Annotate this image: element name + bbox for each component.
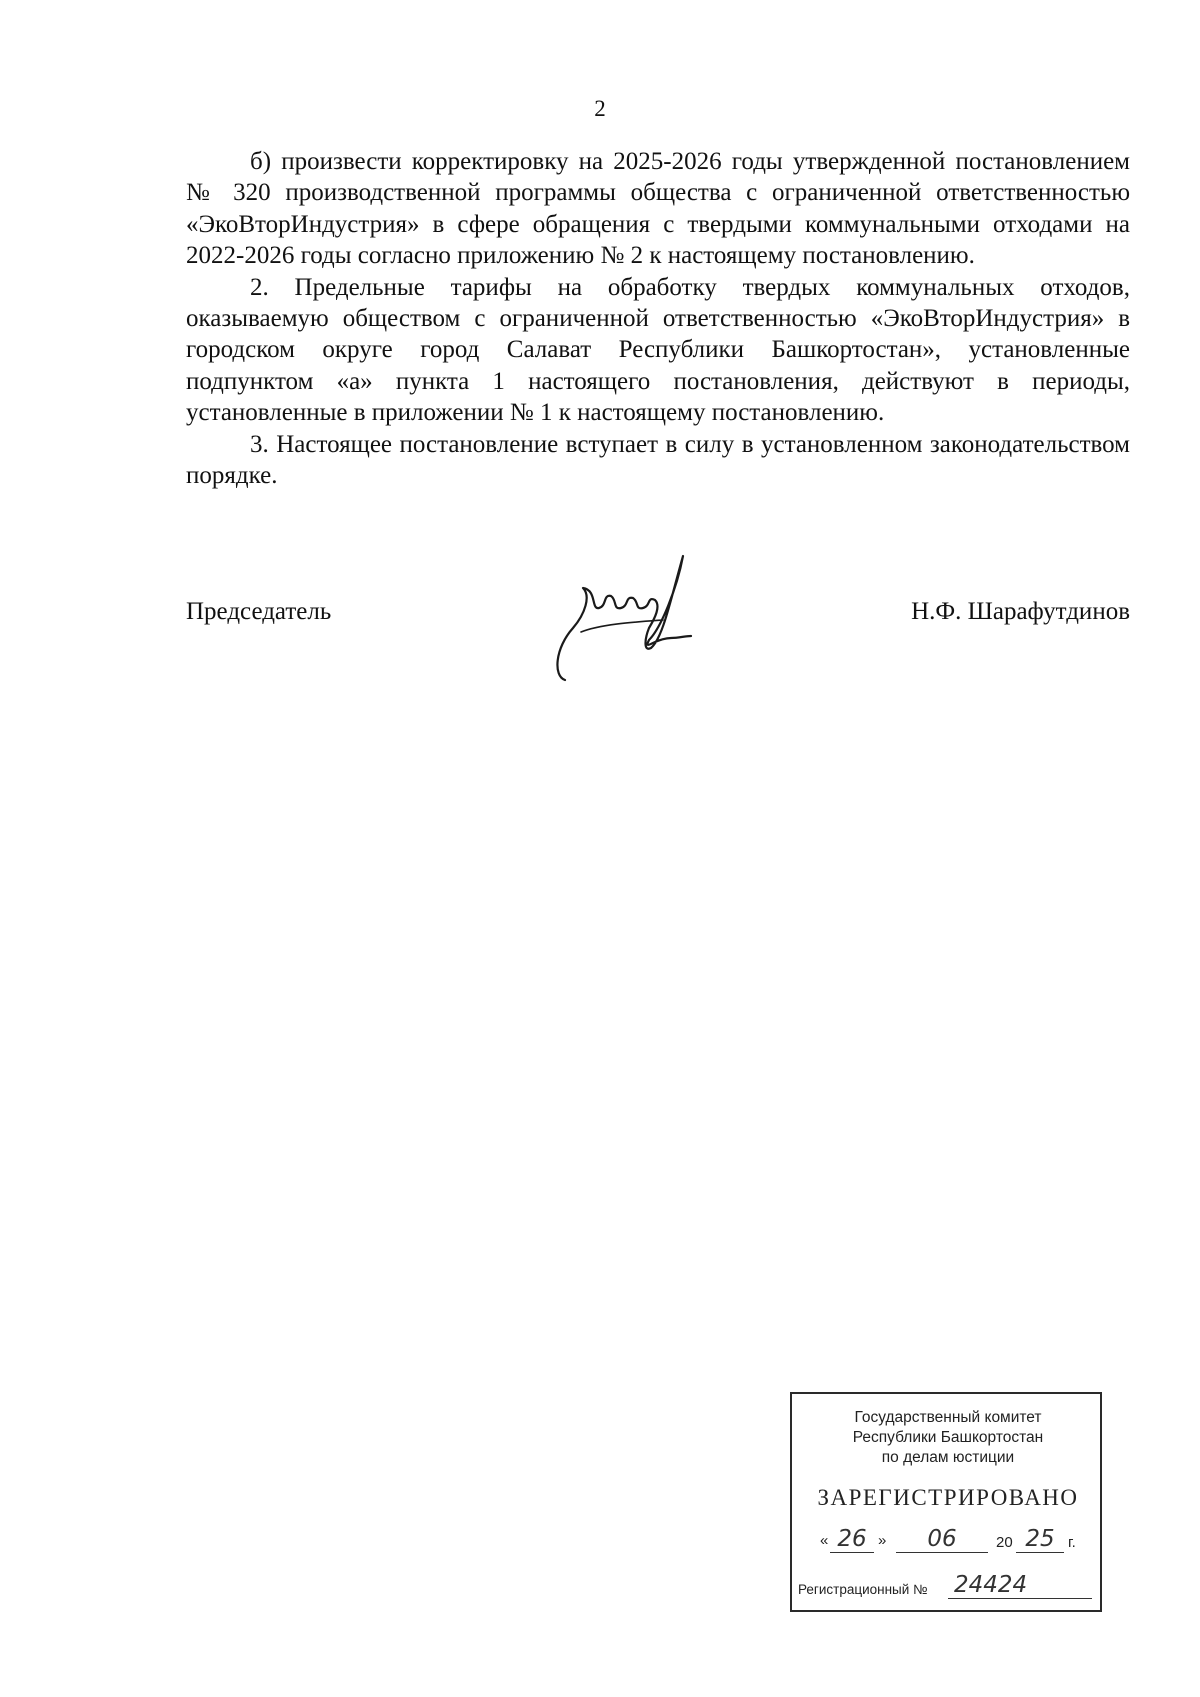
paragraph-2: 2. Предельные тарифы на обработку твердых коммунальных отходов, оказываемую обществом с ограниченной ответственностью «ЭкоВторИндустрия» в городском округе город Салават Республики Башкортостан», установленные подпунктом «а» пункта 1 настоящего постановления, действуют в периоды, установленные в приложении № 1 к настоящему постановлению. bbox=[186, 273, 1130, 427]
registration-number: 24424 bbox=[948, 1572, 1092, 1599]
date-close-quote: » bbox=[878, 1532, 887, 1549]
signatory-title: Председатель bbox=[186, 598, 332, 625]
registration-label: Регистрационный № bbox=[798, 1582, 928, 1597]
year-unit: г. bbox=[1068, 1534, 1076, 1551]
stamp-registration bbox=[798, 1572, 1098, 1606]
date-open-quote: « bbox=[820, 1532, 829, 1549]
stamp-organization bbox=[792, 1408, 1104, 1468]
paragraph-1b: б) произвести корректировку на 2025-2026 годы утвержденной постановлением № 320 производственной программы общества с ограниченной ответственностью «ЭкоВторИндустрия» в сфере обращения с твердыми коммунальными отходами на 2022-2026 годы согласно приложению № 2 к настоящему постановлению. bbox=[186, 148, 1130, 270]
year-prefix: 20 bbox=[996, 1534, 1013, 1551]
stamp-date bbox=[820, 1526, 1090, 1560]
stamp-org-line: Государственный комитет bbox=[854, 1409, 1042, 1426]
stamp-org-line: по делам юстиции bbox=[881, 1449, 1015, 1466]
document-body bbox=[186, 146, 1130, 491]
paragraph-3: 3. Настоящее постановление вступает в силу в установленном законодательством порядке. bbox=[186, 430, 1130, 490]
stamp-year: 25 bbox=[1016, 1526, 1064, 1553]
stamp-month: 06 bbox=[896, 1526, 988, 1553]
stamp-status: ЗАРЕГИСТРИРОВАНО bbox=[817, 1485, 1079, 1510]
signatory-name: Н.Ф. Шарафутдинов bbox=[911, 598, 1130, 625]
stamp-day: 26 bbox=[830, 1526, 874, 1553]
registration-stamp bbox=[790, 1392, 1102, 1612]
stamp-org-line: Республики Башкортостан bbox=[852, 1429, 1044, 1446]
handwritten-signature bbox=[545, 548, 705, 698]
page-number: 2 bbox=[594, 96, 606, 121]
